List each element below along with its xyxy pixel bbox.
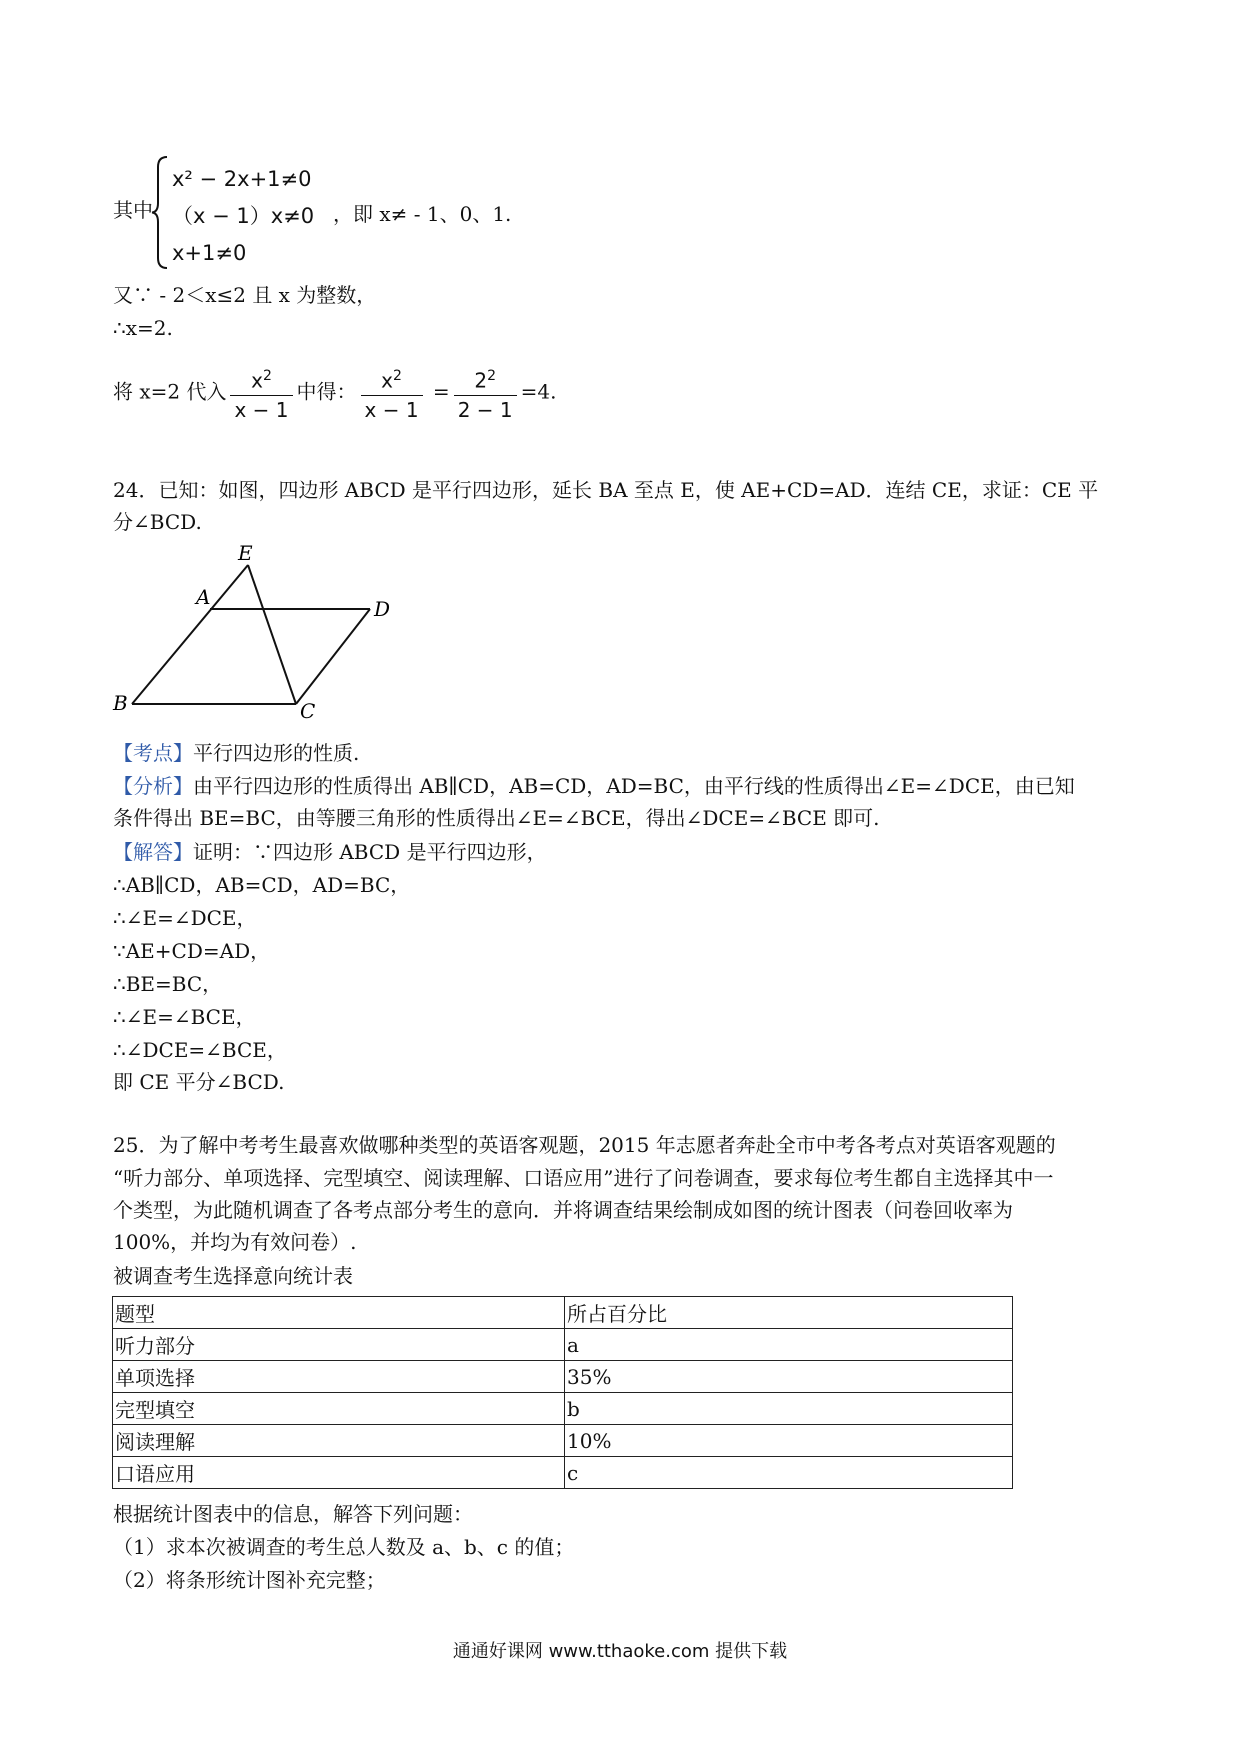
- proof-line: ∴∠E=∠DCE，: [113, 906, 257, 930]
- table-title: 被调查考生选择意向统计表: [113, 1264, 353, 1288]
- table-cell: 10%: [565, 1425, 1013, 1457]
- system-eq-1: x² − 2x+1≠0: [172, 167, 312, 191]
- jieda-tag: 【解答】: [113, 840, 193, 864]
- survey-table: [112, 1296, 1013, 1489]
- solution-line-2: 又∵ - 2＜x≤2 且 x 为整数，: [113, 283, 377, 307]
- substitution-text-a: 将 x=2 代入: [113, 379, 227, 404]
- proof-line: ∴BE=BC，: [113, 972, 223, 996]
- fenxi-line-1: [113, 772, 1075, 800]
- table-row: [113, 1393, 1013, 1425]
- parallelogram-abcd: [132, 697, 370, 704]
- segment-be: [132, 565, 248, 704]
- fraction-x2-over-x-1: $\frac{x^2}{x - 1}$: [230, 362, 292, 424]
- label-b: B: [113, 691, 128, 715]
- table-row: [113, 1425, 1013, 1457]
- proof-line: ∴AB∥CD，AB=CD，AD=BC，: [113, 873, 411, 897]
- page-footer: 通通好课网 www.tthaoke.com 提供下载: [452, 1641, 788, 1662]
- label-d: D: [374, 597, 391, 621]
- table-row: [113, 1457, 1013, 1489]
- table-cell: 35%: [565, 1361, 1013, 1393]
- table-header-cell: 所占百分比: [565, 1297, 1013, 1329]
- table-cell: 单项选择: [113, 1361, 565, 1393]
- proof-line: ∴∠E=∠BCE，: [113, 1005, 256, 1029]
- label-a: A: [196, 585, 211, 609]
- proof-line: 即 CE 平分∠BCD.: [113, 1070, 285, 1094]
- problem-25-text: 100%，并均为有效问卷）.: [113, 1230, 357, 1254]
- after-table-text: 根据统计图表中的信息，解答下列问题：: [113, 1502, 473, 1526]
- parallelogram-figure: [108, 540, 398, 720]
- label-c: C: [300, 699, 316, 720]
- jieda-line: [113, 838, 547, 866]
- problem-25-text: 个类型，为此随机调查了各考点部分考生的意向．并将调查结果绘制成如图的统计图表（问卷回收率为: [113, 1198, 1013, 1222]
- table-cell: 口语应用: [113, 1457, 565, 1489]
- brace-icon: [150, 155, 170, 270]
- label-e: E: [238, 541, 253, 565]
- proof-line: ∴∠DCE=∠BCE，: [113, 1038, 287, 1062]
- substitution-line: 将 x=2 代入 $\frac{x^2}{x - 1}$ 中得： $\frac{x^2}{x - 1}$ = $\frac{2^2}{2 - 1}$ =4.: [113, 362, 556, 424]
- kaodian-line: [113, 739, 359, 767]
- substitution-result: =4.: [520, 379, 557, 404]
- solution-line-3: ∴x=2.: [113, 316, 173, 340]
- kaodian-text: 平行四边形的性质.: [193, 741, 360, 765]
- segment-ec: [248, 565, 296, 704]
- table-cell: a: [565, 1329, 1013, 1361]
- system-eq-2: （x − 1）x≠0: [172, 204, 315, 228]
- table-cell: 完型填空: [113, 1393, 565, 1425]
- fenxi-text-1: 由平行四边形的性质得出 AB∥CD，AB=CD，AD=BC，由平行线的性质得出∠E=∠DCE，由已知: [193, 774, 1075, 798]
- fraction-x2-over-x-1-repeat: $\frac{x^2}{x - 1}$: [361, 362, 423, 424]
- question-item: （2）将条形统计图补充完整；: [113, 1568, 386, 1592]
- problem-25-text: “听力部分、单项选择、完型填空、阅读理解、口语应用”进行了问卷调查，要求每位考生都自主选择其中一: [113, 1166, 1054, 1190]
- table-row: [113, 1361, 1013, 1393]
- system-conclusion: ，即 x≠ - 1、0、1.: [333, 202, 512, 226]
- question-item: （1）求本次被调查的考生总人数及 a、b、c 的值；: [113, 1535, 575, 1559]
- jieda-text: 证明：∵四边形 ABCD 是平行四边形，: [193, 840, 547, 864]
- solution-prefix: 其中: [113, 198, 153, 222]
- table-header-row: [113, 1297, 1013, 1329]
- system-eq-3: x+1≠0: [172, 241, 247, 265]
- problem-24-text-1: 24．已知：如图，四边形 ABCD 是平行四边形，延长 BA 至点 E，使 AE+CD=AD．连结 CE，求证：CE 平: [113, 478, 1099, 502]
- table-cell: 听力部分: [113, 1329, 565, 1361]
- table-cell: c: [565, 1457, 1013, 1489]
- substitution-text-b: 中得：: [296, 379, 357, 404]
- table-row: [113, 1329, 1013, 1361]
- table-header-cell: 题型: [113, 1297, 565, 1329]
- problem-24-text-2: 分∠BCD.: [113, 510, 202, 534]
- fraction-2sq-over-2-1: $\frac{2^2}{2 - 1}$: [454, 362, 517, 424]
- fenxi-tag: 【分析】: [113, 774, 193, 798]
- fenxi-line-2: 条件得出 BE=BC，由等腰三角形的性质得出∠E=∠BCE，得出∠DCE=∠BCE 即可.: [113, 806, 880, 830]
- proof-line: ∵AE+CD=AD，: [113, 939, 271, 963]
- table-cell: b: [565, 1393, 1013, 1425]
- problem-25-text: 25．为了解中考考生最喜欢做哪种类型的英语客观题，2015 年志愿者奔赴全市中考各考点对英语客观题的: [113, 1133, 1056, 1157]
- segment-dc: [296, 609, 370, 704]
- kaodian-tag: 【考点】: [113, 741, 193, 765]
- table-cell: 阅读理解: [113, 1425, 565, 1457]
